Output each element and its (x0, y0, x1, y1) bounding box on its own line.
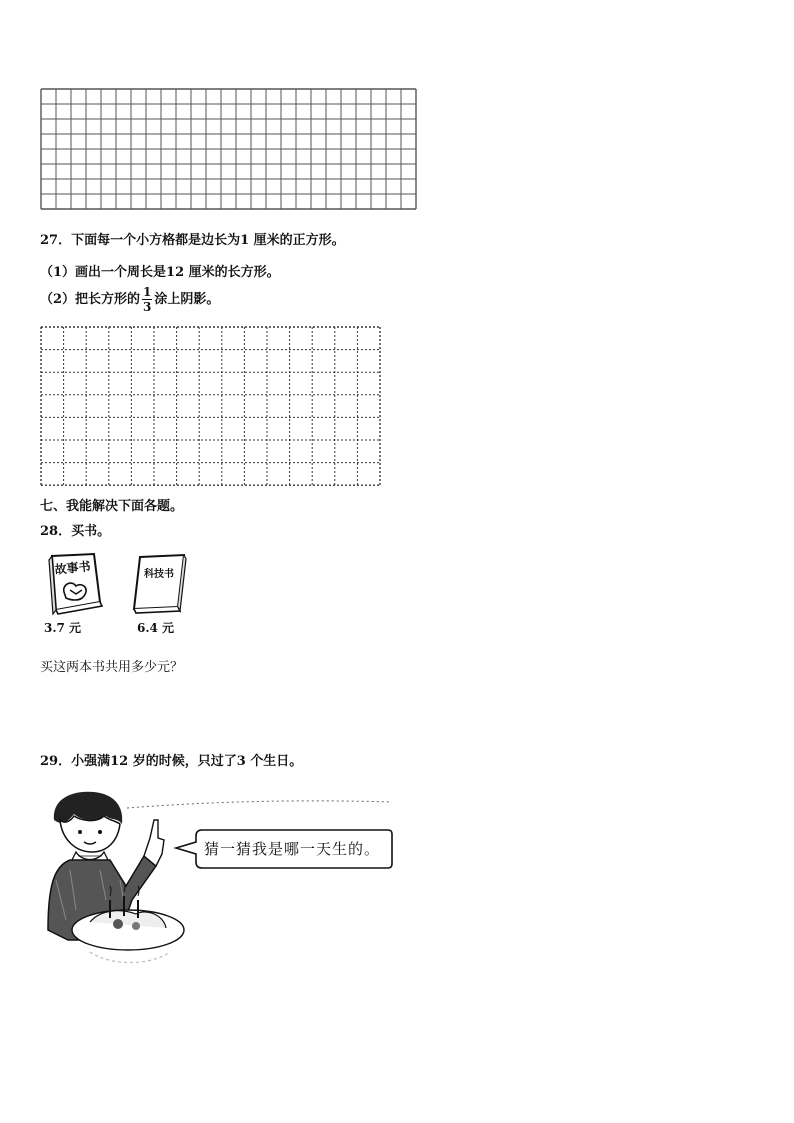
q27-part1: （1）画出一个周长是12 厘米的长方形。 (40, 265, 280, 280)
science-book-price: 6.4 元 (137, 621, 175, 635)
q28-title: 28．买书。 (40, 524, 111, 539)
q28-question: 买这两本书共用多少元？ (40, 660, 184, 675)
storybook-icon (42, 552, 104, 616)
speech-text: 猜一猜我是哪一天生的。 (204, 840, 381, 858)
q27-part2-after: 涂上阴影。 (154, 292, 220, 307)
fraction-denominator: 3 (143, 300, 152, 314)
q29-title: 29．小强满12 岁的时候，只过了3 个生日。 (40, 754, 303, 769)
fraction (142, 286, 152, 313)
science-book-cover-text: 科技书 (144, 569, 174, 580)
dotted-grid (40, 326, 382, 490)
dotted-line (125, 798, 393, 812)
science-book-icon (128, 553, 190, 617)
q27-title: 27．下面每一个小方格都是边长为1 厘米的正方形。 (40, 233, 345, 248)
q27-part2-before: （2）把长方形的 (40, 292, 141, 307)
q27-part2 (40, 286, 219, 313)
fraction-numerator: 1 (143, 285, 152, 299)
section7-title: 七、我能解决下面各题。 (40, 499, 184, 514)
boy-illustration (40, 790, 200, 975)
storybook-price: 3.7 元 (44, 621, 82, 635)
storybook-cover-text: 故事书 (53, 559, 92, 577)
top-grid (40, 88, 420, 212)
